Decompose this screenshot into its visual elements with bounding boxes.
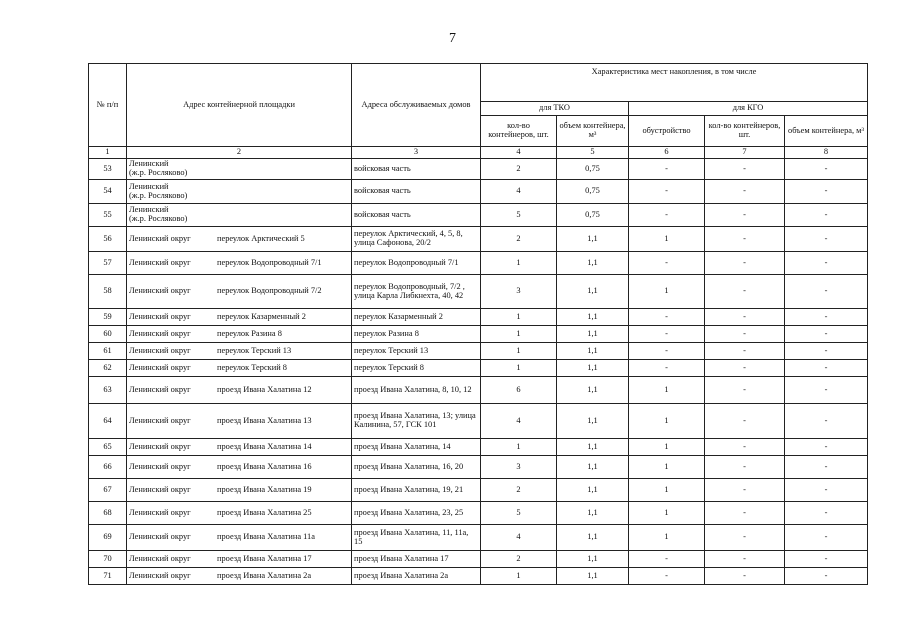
row-number: 65 <box>89 439 127 456</box>
kgo-container-count: - <box>705 275 785 309</box>
kgo-container-count: - <box>705 204 785 227</box>
site-address-cell <box>127 551 352 568</box>
site-address-cell <box>127 309 352 326</box>
okrug-name: Ленинский округ <box>129 257 191 267</box>
site-address: проезд Ивана Халатина 12 <box>217 384 312 394</box>
kgo-container-volume: - <box>785 525 868 551</box>
kgo-equipment: 1 <box>629 404 705 439</box>
site-address: (ж.р. Росляково) <box>129 214 188 223</box>
column-number: 6 <box>629 147 705 159</box>
tko-container-volume: 1,1 <box>557 439 629 456</box>
kgo-container-count: - <box>705 180 785 204</box>
tko-container-volume: 1,1 <box>557 227 629 252</box>
site-address-cell <box>127 360 352 377</box>
served-houses: проезд Ивана Халатина, 14 <box>352 439 481 456</box>
tko-container-volume: 1,1 <box>557 326 629 343</box>
tko-container-volume: 1,1 <box>557 568 629 585</box>
row-number: 55 <box>89 204 127 227</box>
table-body <box>89 159 868 585</box>
served-houses: проезд Ивана Халатина, 16, 20 <box>352 456 481 479</box>
site-address-cell <box>127 568 352 585</box>
tko-container-count: 2 <box>481 159 557 180</box>
row-number: 66 <box>89 456 127 479</box>
okrug-name: Ленинский <box>129 181 169 191</box>
tko-container-count: 1 <box>481 439 557 456</box>
kgo-equipment: 1 <box>629 456 705 479</box>
row-number: 58 <box>89 275 127 309</box>
site-address: переулок Водопроводный 7/1 <box>217 257 322 267</box>
tko-container-volume: 1,1 <box>557 377 629 404</box>
tko-container-volume: 0,75 <box>557 159 629 180</box>
container-sites-table <box>88 63 868 585</box>
site-address-cell <box>127 479 352 502</box>
kgo-container-count: - <box>705 326 785 343</box>
header-kgo-volume: объем контейнера, м³ <box>785 116 868 147</box>
tko-container-count: 2 <box>481 479 557 502</box>
site-address: проезд Ивана Халатина 2а <box>217 570 312 580</box>
site-address-cell <box>127 439 352 456</box>
kgo-container-count: - <box>705 309 785 326</box>
table-row <box>89 204 868 227</box>
tko-container-count: 5 <box>481 502 557 525</box>
served-houses: проезд Ивана Халатина 17 <box>352 551 481 568</box>
site-address: проезд Ивана Халатина 14 <box>217 441 312 451</box>
row-number: 54 <box>89 180 127 204</box>
kgo-equipment: 1 <box>629 502 705 525</box>
site-address: переулок Разина 8 <box>217 328 282 338</box>
kgo-container-count: - <box>705 343 785 360</box>
okrug-name: Ленинский округ <box>129 384 191 394</box>
column-number: 3 <box>352 147 481 159</box>
kgo-container-count: - <box>705 439 785 456</box>
table-row <box>89 502 868 525</box>
tko-container-count: 2 <box>481 227 557 252</box>
okrug-name: Ленинский округ <box>129 362 191 372</box>
okrug-name: Ленинский округ <box>129 570 191 580</box>
kgo-equipment: 1 <box>629 439 705 456</box>
row-number: 69 <box>89 525 127 551</box>
table-row <box>89 180 868 204</box>
served-houses: переулок Водопроводный, 7/2 , улица Карла Либкнехта, 40, 42 <box>352 275 481 309</box>
kgo-container-count: - <box>705 502 785 525</box>
okrug-name: Ленинский округ <box>129 461 191 471</box>
table-row <box>89 404 868 439</box>
kgo-container-volume: - <box>785 377 868 404</box>
kgo-container-volume: - <box>785 309 868 326</box>
site-address: проезд Ивана Халатина 16 <box>217 461 312 471</box>
row-number: 67 <box>89 479 127 502</box>
kgo-container-count: - <box>705 525 785 551</box>
okrug-name: Ленинский округ <box>129 233 191 243</box>
table-row <box>89 343 868 360</box>
site-address-cell <box>127 404 352 439</box>
served-houses: проезд Ивана Халатина, 23, 25 <box>352 502 481 525</box>
kgo-equipment: - <box>629 360 705 377</box>
kgo-container-volume: - <box>785 326 868 343</box>
site-address: переулок Водопроводный 7/2 <box>217 286 322 296</box>
okrug-name: Ленинский округ <box>129 532 191 542</box>
okrug-name: Ленинский <box>129 159 169 169</box>
tko-container-count: 3 <box>481 456 557 479</box>
served-houses: переулок Разина 8 <box>352 326 481 343</box>
table-row <box>89 479 868 502</box>
tko-container-volume: 1,1 <box>557 551 629 568</box>
table-row <box>89 309 868 326</box>
column-number: 5 <box>557 147 629 159</box>
kgo-equipment: - <box>629 159 705 180</box>
row-number: 57 <box>89 252 127 275</box>
header-tko-volume: объем контейнера, м³ <box>557 116 629 147</box>
site-address-cell <box>127 502 352 525</box>
site-address: переулок Терский 8 <box>217 362 287 372</box>
okrug-name: Ленинский округ <box>129 484 191 494</box>
column-numbers-row <box>89 147 868 159</box>
kgo-container-volume: - <box>785 159 868 180</box>
okrug-name: Ленинский <box>129 205 169 215</box>
header-kgo: для КГО <box>629 102 868 116</box>
header-tko: для ТКО <box>481 102 629 116</box>
tko-container-volume: 1,1 <box>557 309 629 326</box>
kgo-container-volume: - <box>785 343 868 360</box>
kgo-equipment: 1 <box>629 227 705 252</box>
tko-container-volume: 1,1 <box>557 479 629 502</box>
column-number: 8 <box>785 147 868 159</box>
kgo-container-volume: - <box>785 275 868 309</box>
kgo-container-count: - <box>705 456 785 479</box>
site-address: переулок Терский 13 <box>217 345 292 355</box>
table-row <box>89 275 868 309</box>
served-houses: проезд Ивана Халатина, 11, 11а, 15 <box>352 525 481 551</box>
kgo-container-volume: - <box>785 360 868 377</box>
okrug-name: Ленинский округ <box>129 345 191 355</box>
kgo-equipment: - <box>629 204 705 227</box>
served-houses: проезд Ивана Халатина, 13; улица Калинина, 57, ГСК 101 <box>352 404 481 439</box>
header-kgo-equip: обустройство <box>629 116 705 147</box>
table-row <box>89 326 868 343</box>
site-address: (ж.р. Росляково) <box>129 168 188 177</box>
tko-container-count: 3 <box>481 275 557 309</box>
row-number: 53 <box>89 159 127 180</box>
kgo-equipment: - <box>629 568 705 585</box>
tko-container-count: 6 <box>481 377 557 404</box>
kgo-container-count: - <box>705 551 785 568</box>
served-houses: переулок Арктический, 4, 5, 8, улица Сафонова, 20/2 <box>352 227 481 252</box>
table-row <box>89 456 868 479</box>
kgo-equipment: - <box>629 343 705 360</box>
header-kgo-count: кол-во контейнеров, шт. <box>705 116 785 147</box>
served-houses: войсковая часть <box>352 159 481 180</box>
site-address: проезд Ивана Халатина 13 <box>217 415 312 425</box>
okrug-name: Ленинский округ <box>129 415 191 425</box>
tko-container-volume: 1,1 <box>557 343 629 360</box>
kgo-container-count: - <box>705 479 785 502</box>
tko-container-count: 1 <box>481 568 557 585</box>
column-number: 7 <box>705 147 785 159</box>
site-address-cell <box>127 204 352 227</box>
kgo-container-volume: - <box>785 180 868 204</box>
column-number: 1 <box>89 147 127 159</box>
tko-container-count: 2 <box>481 551 557 568</box>
table-row <box>89 525 868 551</box>
header-address: Адрес контейнерной площадки <box>127 64 352 147</box>
served-houses: проезд Ивана Халатина, 8, 10, 12 <box>352 377 481 404</box>
table-row <box>89 159 868 180</box>
row-number: 64 <box>89 404 127 439</box>
kgo-container-volume: - <box>785 252 868 275</box>
kgo-container-volume: - <box>785 456 868 479</box>
row-number: 61 <box>89 343 127 360</box>
row-number: 60 <box>89 326 127 343</box>
served-houses: переулок Казарменный 2 <box>352 309 481 326</box>
kgo-equipment: 1 <box>629 479 705 502</box>
table-row <box>89 227 868 252</box>
table-row <box>89 377 868 404</box>
header-characteristics: Характеристика мест накопления, в том числе <box>481 64 868 102</box>
site-address-cell <box>127 252 352 275</box>
kgo-equipment: 1 <box>629 275 705 309</box>
kgo-equipment: 1 <box>629 377 705 404</box>
row-number: 59 <box>89 309 127 326</box>
row-number: 62 <box>89 360 127 377</box>
kgo-container-count: - <box>705 377 785 404</box>
column-number: 4 <box>481 147 557 159</box>
kgo-container-volume: - <box>785 551 868 568</box>
tko-container-count: 4 <box>481 180 557 204</box>
row-number: 70 <box>89 551 127 568</box>
kgo-container-volume: - <box>785 404 868 439</box>
tko-container-count: 1 <box>481 252 557 275</box>
tko-container-volume: 0,75 <box>557 180 629 204</box>
header-tko-count: кол-во контейнеров, шт. <box>481 116 557 147</box>
served-houses: переулок Водопроводный 7/1 <box>352 252 481 275</box>
tko-container-volume: 1,1 <box>557 360 629 377</box>
okrug-name: Ленинский округ <box>129 553 191 563</box>
site-address: проезд Ивана Халатина 11а <box>217 532 315 542</box>
kgo-container-count: - <box>705 252 785 275</box>
site-address: переулок Казарменный 2 <box>217 311 306 321</box>
served-houses: войсковая часть <box>352 180 481 204</box>
kgo-container-volume: - <box>785 439 868 456</box>
tko-container-count: 5 <box>481 204 557 227</box>
header-served: Адреса обслуживаемых домов <box>352 64 481 147</box>
tko-container-volume: 1,1 <box>557 456 629 479</box>
row-number: 68 <box>89 502 127 525</box>
table-row <box>89 568 868 585</box>
table-row <box>89 252 868 275</box>
site-address-cell <box>127 159 352 180</box>
kgo-equipment: 1 <box>629 525 705 551</box>
okrug-name: Ленинский округ <box>129 328 191 338</box>
site-address-cell <box>127 456 352 479</box>
tko-container-count: 1 <box>481 326 557 343</box>
tko-container-count: 4 <box>481 404 557 439</box>
site-address: проезд Ивана Халатина 25 <box>217 507 312 517</box>
tko-container-volume: 1,1 <box>557 404 629 439</box>
okrug-name: Ленинский округ <box>129 441 191 451</box>
tko-container-count: 1 <box>481 309 557 326</box>
tko-container-count: 1 <box>481 360 557 377</box>
tko-container-volume: 1,1 <box>557 252 629 275</box>
table-row <box>89 439 868 456</box>
site-address: проезд Ивана Халатина 19 <box>217 484 312 494</box>
served-houses: проезд Ивана Халатина, 19, 21 <box>352 479 481 502</box>
tko-container-volume: 1,1 <box>557 525 629 551</box>
okrug-name: Ленинский округ <box>129 507 191 517</box>
kgo-equipment: - <box>629 326 705 343</box>
okrug-name: Ленинский округ <box>129 286 191 296</box>
site-address: (ж.р. Росляково) <box>129 190 188 200</box>
column-number: 2 <box>127 147 352 159</box>
header-num: № п/п <box>89 64 127 147</box>
site-address-cell <box>127 275 352 309</box>
kgo-container-volume: - <box>785 568 868 585</box>
kgo-container-volume: - <box>785 502 868 525</box>
kgo-container-count: - <box>705 159 785 180</box>
tko-container-volume: 1,1 <box>557 502 629 525</box>
site-address-cell <box>127 525 352 551</box>
site-address-cell <box>127 377 352 404</box>
table-row <box>89 360 868 377</box>
served-houses: переулок Терский 13 <box>352 343 481 360</box>
site-address-cell <box>127 326 352 343</box>
kgo-container-count: - <box>705 227 785 252</box>
kgo-equipment: - <box>629 309 705 326</box>
served-houses: проезд Ивана Халатина 2а <box>352 568 481 585</box>
kgo-equipment: - <box>629 252 705 275</box>
tko-container-count: 1 <box>481 343 557 360</box>
site-address-cell <box>127 227 352 252</box>
table-row <box>89 551 868 568</box>
tko-container-volume: 0,75 <box>557 204 629 227</box>
page-number: 7 <box>449 31 456 46</box>
site-address-cell <box>127 180 352 204</box>
row-number: 56 <box>89 227 127 252</box>
row-number: 63 <box>89 377 127 404</box>
served-houses: переулок Терский 8 <box>352 360 481 377</box>
site-address-cell <box>127 343 352 360</box>
kgo-container-volume: - <box>785 204 868 227</box>
row-number: 71 <box>89 568 127 585</box>
kgo-container-count: - <box>705 568 785 585</box>
kgo-equipment: - <box>629 551 705 568</box>
served-houses: войсковая часть <box>352 204 481 227</box>
okrug-name: Ленинский округ <box>129 311 191 321</box>
site-address: переулок Арктический 5 <box>217 233 305 243</box>
kgo-container-count: - <box>705 360 785 377</box>
kgo-equipment: - <box>629 180 705 204</box>
tko-container-volume: 1,1 <box>557 275 629 309</box>
kgo-container-volume: - <box>785 227 868 252</box>
kgo-container-volume: - <box>785 479 868 502</box>
tko-container-count: 4 <box>481 525 557 551</box>
site-address: проезд Ивана Халатина 17 <box>217 553 312 563</box>
kgo-container-count: - <box>705 404 785 439</box>
